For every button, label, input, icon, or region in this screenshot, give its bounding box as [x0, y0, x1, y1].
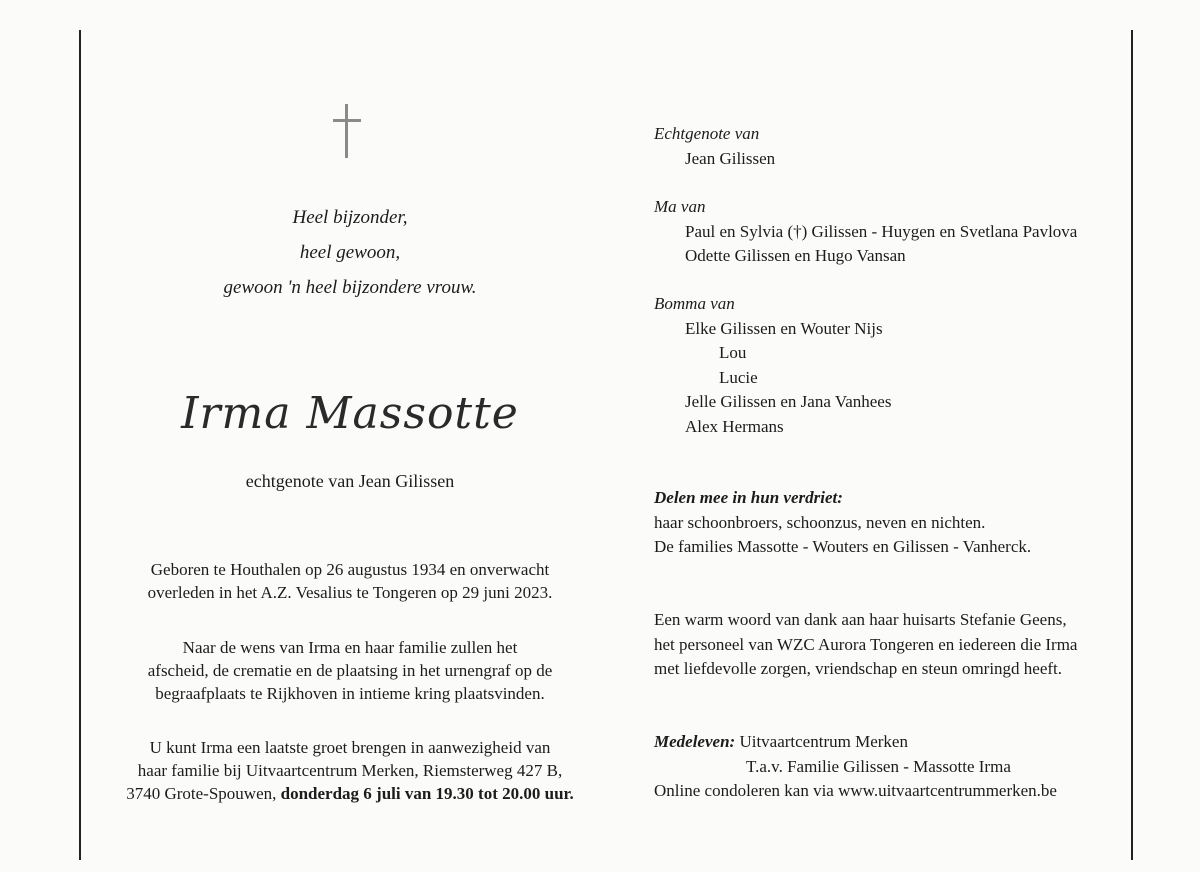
section-heading: Bomma van	[654, 294, 735, 313]
section-heading: Delen mee in hun verdriet:	[654, 488, 843, 507]
family-line: Jelle Gilissen en Jana Vanhees	[685, 392, 892, 411]
motto-line: Heel bijzonder,	[292, 207, 408, 228]
text-line: afscheid, de crematie en de plaatsing in het urnengraf op de	[147, 661, 553, 680]
condolence-section	[654, 730, 1124, 804]
subtitle: echtgenote van Jean Gilissen	[245, 471, 455, 491]
section-heading: Echtgenote van	[654, 124, 760, 143]
text-line: het personeel van WZC Aurora Tongeren en iedereen die Irma	[654, 634, 1078, 654]
thanks-section	[654, 608, 1124, 682]
text-line: haar familie bij Uitvaartcentrum Merken, Riemsterweg 427 B,	[137, 761, 563, 780]
visitation-time: donderdag 6 juli van 19.30 tot 20.00 uur.	[280, 784, 574, 803]
text-line	[100, 782, 600, 805]
family-line: Paul en Sylvia (†) Gilissen - Huygen en Svetlana Pavlova	[685, 221, 1078, 241]
condolence-url[interactable]: Online condoleren kan via www.uitvaartcentrummerken.be	[654, 781, 1057, 800]
funeral-home: Uitvaartcentrum Merken	[735, 732, 908, 751]
birth-death-text	[100, 558, 600, 604]
condolence-label: Medeleven:	[654, 732, 736, 751]
cross-icon	[333, 104, 361, 158]
mother-section	[654, 195, 1124, 269]
motto-line: heel gewoon,	[299, 242, 401, 263]
motto-line: gewoon 'n heel bijzondere vrouw.	[223, 277, 477, 298]
left-border-line	[79, 30, 81, 860]
text-line: met liefdevolle zorgen, vriendschap en steun omringd heeft.	[654, 659, 1063, 678]
right-border-line	[1131, 30, 1133, 860]
family-line: Jean Gilissen	[685, 148, 776, 168]
text-line: begraafplaats te Rijkhoven in intieme kring plaatsvinden.	[155, 684, 545, 703]
family-line: Lou	[719, 343, 747, 362]
family-line: Alex Hermans	[685, 416, 784, 436]
grandmother-section	[654, 292, 1124, 439]
text-line: De families Massotte - Wouters en Gilissen - Vanherck.	[654, 537, 1032, 556]
share-grief-section	[654, 486, 1124, 560]
family-line: Elke Gilissen en Wouter Nijs	[685, 318, 883, 338]
text-line	[654, 730, 1124, 755]
deceased-name: Irma Massotte	[181, 388, 519, 439]
farewell-text	[100, 636, 600, 705]
family-line: Lucie	[719, 367, 758, 387]
spouse-section	[654, 122, 1124, 171]
section-heading: Ma van	[654, 197, 706, 216]
text-line: haar schoonbroers, schoonzus, neven en nichten.	[654, 512, 986, 532]
text-line: Geboren te Houthalen op 26 augustus 1934 en onverwacht	[150, 560, 550, 579]
text-line: U kunt Irma een laatste groet brengen in aanwezigheid van	[149, 738, 551, 757]
motto	[100, 200, 600, 305]
text-line: Een warm woord van dank aan haar huisarts Stefanie Geens,	[654, 610, 1067, 629]
text-line: overleden in het A.Z. Vesalius te Tongeren op 29 juni 2023.	[147, 583, 553, 602]
address-text: 3740 Grote-Spouwen,	[126, 784, 281, 803]
visitation-text	[100, 736, 600, 805]
family-line: Odette Gilissen en Hugo Vansan	[685, 246, 906, 265]
text-line: Naar de wens van Irma en haar familie zullen het	[182, 638, 518, 657]
text-line: T.a.v. Familie Gilissen - Massotte Irma	[746, 756, 1011, 776]
